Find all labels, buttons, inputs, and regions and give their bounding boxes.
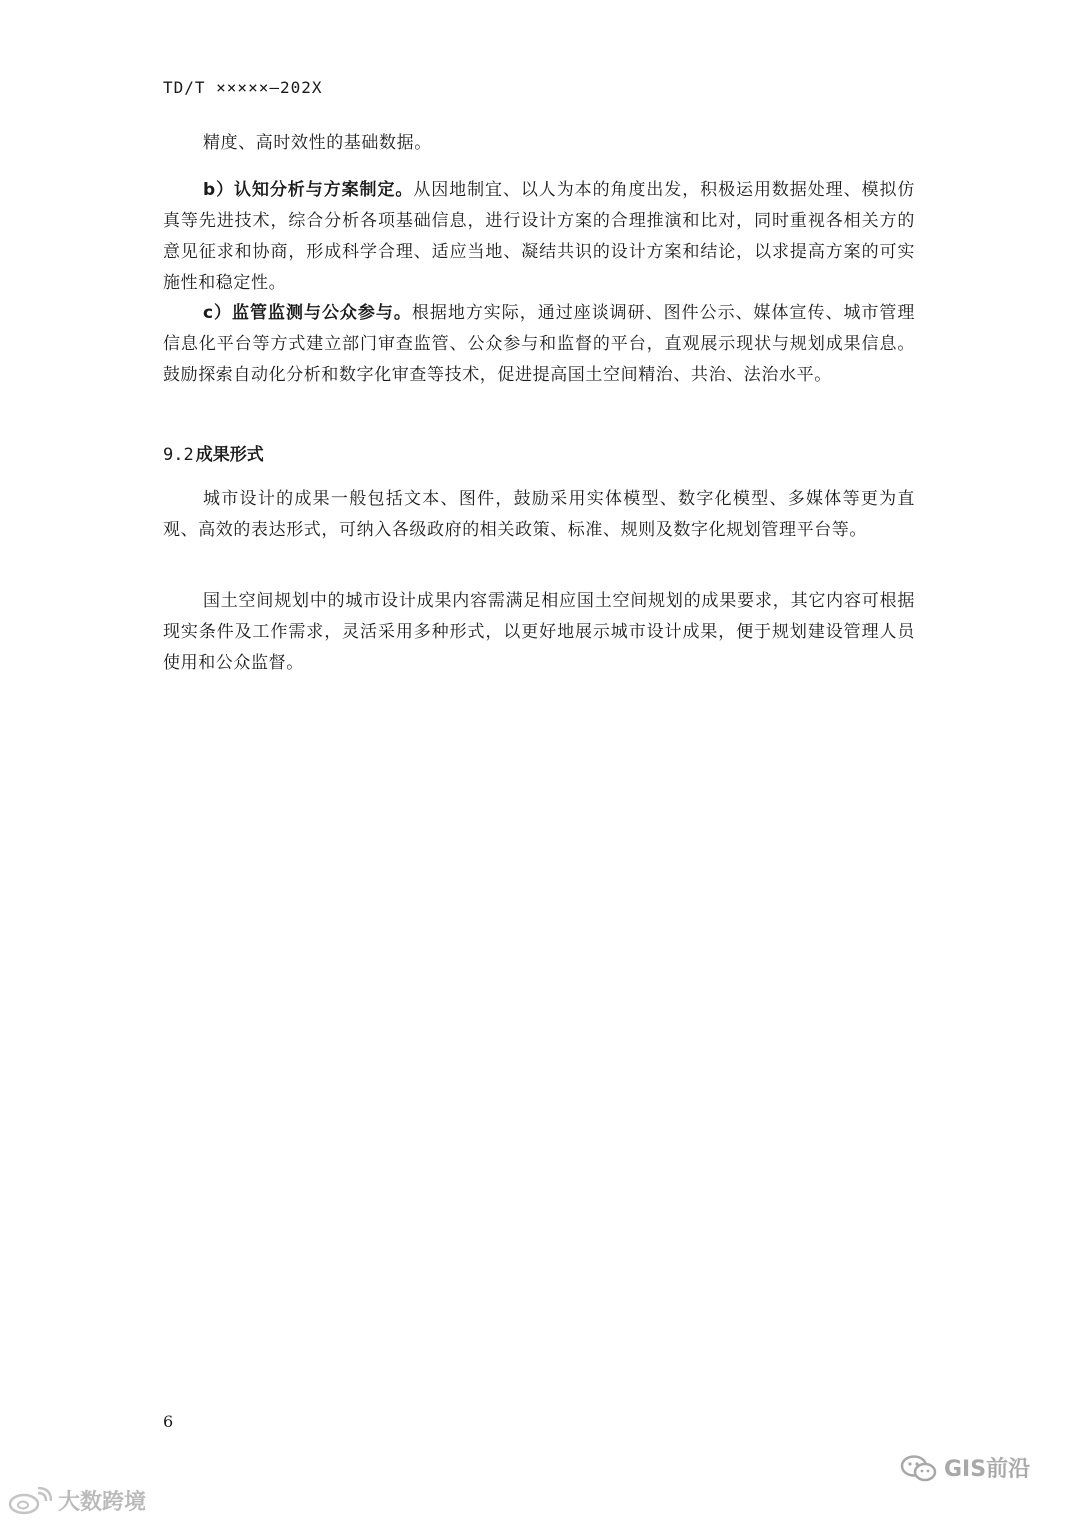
item-b-body: 从因地制宜、以人为本的角度出发，积极运用数据处理、模拟仿真等先进技术，综合分析各项基础信息，进行设计方案的合理推演和比对，同时重视各相关方的意见征求和协商，形成科学合理、适应当地、凝结共识的设计方案和结论，以求提高方案的可实施性和稳定性。 <box>163 180 915 293</box>
watermark-left-text: 大数跨境 <box>58 1490 147 1515</box>
watermark-right-text: GIS前沿 <box>944 1457 1031 1482</box>
section-number: 9.2 <box>163 445 194 465</box>
paragraph-item-c <box>163 298 915 391</box>
section-title: 成果形式 <box>195 445 264 465</box>
paragraph-continuation <box>163 128 915 159</box>
section-heading <box>163 440 264 465</box>
weibo-logo-icon <box>8 1487 52 1515</box>
page-number: 6 <box>163 1412 174 1431</box>
watermark-left <box>8 1485 146 1516</box>
document-code-header: TD/T ×××××—202X <box>163 78 323 97</box>
paragraph-item-b <box>163 175 915 299</box>
paragraph-text: 国土空间规划中的城市设计成果内容需满足相应国土空间规划的成果要求，其它内容可根据现实条件及工作需求，灵活采用多种形式，以更好地展示城市设计成果，便于规划建设管理人员使用和公众监督。 <box>163 591 915 673</box>
watermark-right <box>900 1452 1030 1483</box>
wechat-logo-icon <box>900 1454 938 1482</box>
item-b-lead: b）认知分析与方案制定。 <box>203 180 414 200</box>
item-c-body: 根据地方实际，通过座谈调研、图件公示、媒体宣传、城市管理信息化平台等方式建立部门审查监管、公众参与和监督的平台，直观展示现状与规划成果信息。鼓励探索自动化分析和数字化审查等技术，促进提高国土空间精治、共治、法治水平。 <box>163 303 915 385</box>
item-c-lead: c）监管监测与公众参与。 <box>203 303 412 323</box>
paragraph-text: 城市设计的成果一般包括文本、图件，鼓励采用实体模型、数字化模型、多媒体等更为直观、高效的表达形式，可纳入各级政府的相关政策、标准、规则及数字化规划管理平台等。 <box>163 489 915 540</box>
section-paragraph-2 <box>163 586 915 679</box>
paragraph-text: 精度、高时效性的基础数据。 <box>203 133 432 153</box>
section-paragraph-1 <box>163 484 915 546</box>
